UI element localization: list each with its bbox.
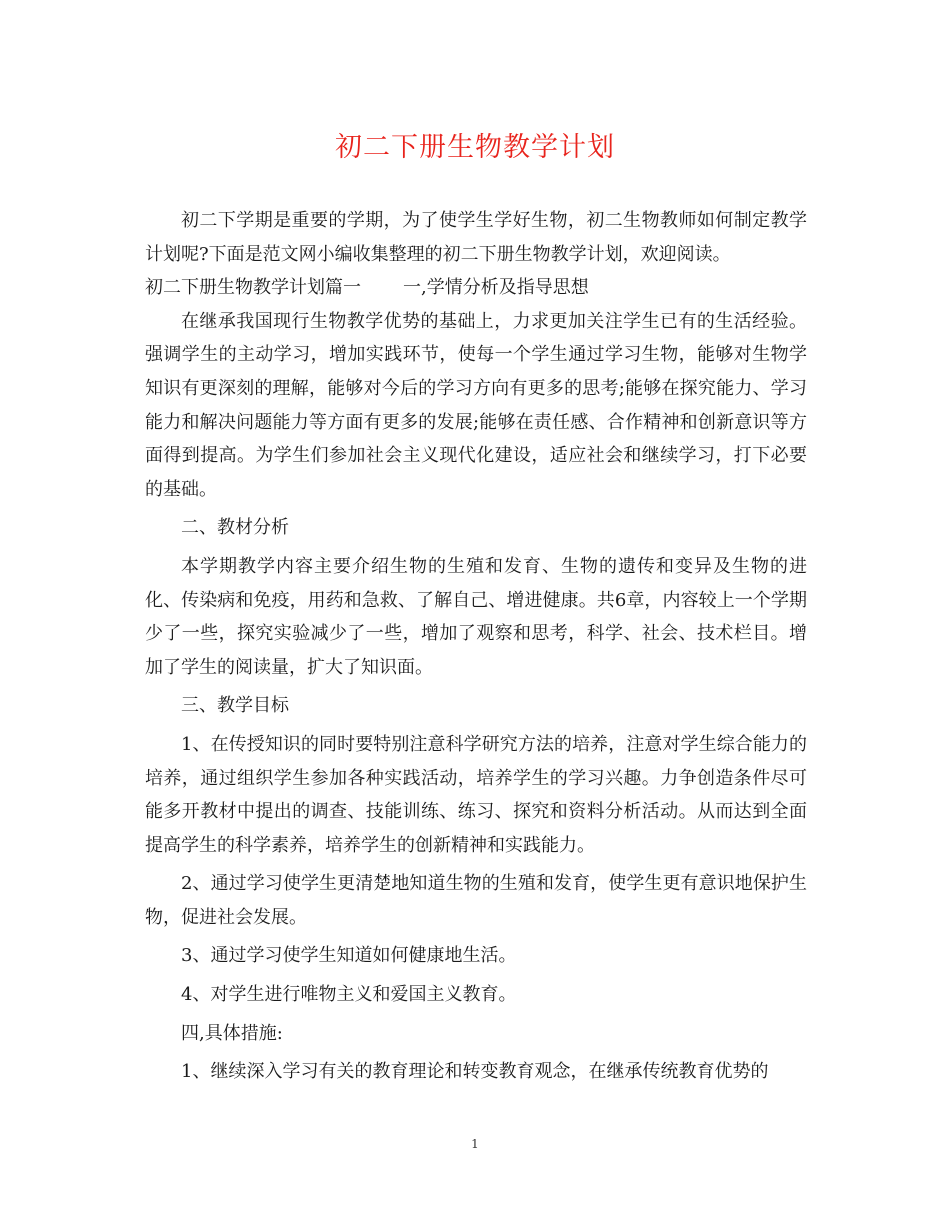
section-heading-line xyxy=(145,271,807,305)
page-number: 1 xyxy=(471,1137,479,1151)
document-body xyxy=(145,204,807,1089)
goal-item-1: 1、在传授知识的同时要特别注意科学研究方法的培养，注意对学生综合能力的培养，通过组织学生参加各种实践活动，培养学生的学习兴趣。力争创造条件尽可能多开教材中提出的调查、技能训练、练习、探究和资料分析活动。从而达到全面提高学生的科学素养，培养学生的创新精神和实践能力。 xyxy=(145,733,807,856)
goal-item-2: 2、通过学习使学生更清楚地知道生物的生殖和发育，使学生更有意识地保护生物，促进社会发展。 xyxy=(145,873,807,928)
measure-item-1: 1、继续深入学习有关的教育理论和转变教育观念，在继承传统教育优势的 xyxy=(181,1061,769,1083)
document-title: 初二下册生物教学计划 xyxy=(335,132,615,163)
heading-measures: 四,具体措施: xyxy=(181,1022,283,1044)
paragraph-textbook-analysis: 本学期教学内容主要介绍生物的生殖和发育、生物的遗传和变异及生物的进化、传染病和免疫，用药和急救、了解自己、增进健康。共6章，内容较上一个学期少了一些，探究实验减少了一些，增加了观察和思考，科学、社会、技术栏目。增加了学生的阅读量，扩大了知识面。 xyxy=(145,555,807,678)
goal-item-3: 3、通过学习使学生知道如何健康地生活。 xyxy=(181,945,517,967)
goal-item-4: 4、对学生进行唯物主义和爱国主义教育。 xyxy=(181,984,517,1006)
section-heading-right: 一,学情分析及指导思想 xyxy=(403,277,589,299)
heading-teaching-goals: 三、教学目标 xyxy=(181,695,289,717)
section-heading-left: 初二下册生物教学计划篇一 xyxy=(145,277,361,299)
heading-textbook-analysis: 二、教材分析 xyxy=(181,517,289,539)
paragraph-guiding-thought: 在继承我国现行生物教学优势的基础上，力求更加关注学生已有的生活经验。强调学生的主动学习，增加实践环节，使每一个学生通过学习生物，能够对生物学知识有更深刻的理解，能够对今后的学习方向有更多的思考;能够在探究能力、学习能力和解决问题能力等方面有更多的发展;能够在责任感、合作精神和创新意识等方面得到提高。为学生们参加社会主义现代化建设，适应社会和继续学习，打下必要的基础。 xyxy=(145,310,807,500)
intro-paragraph: 初二下学期是重要的学期，为了使学生学好生物，初二生物教师如何制定教学计划呢?下面是范文网小编收集整理的初二下册生物教学计划，欢迎阅读。 xyxy=(145,210,807,265)
